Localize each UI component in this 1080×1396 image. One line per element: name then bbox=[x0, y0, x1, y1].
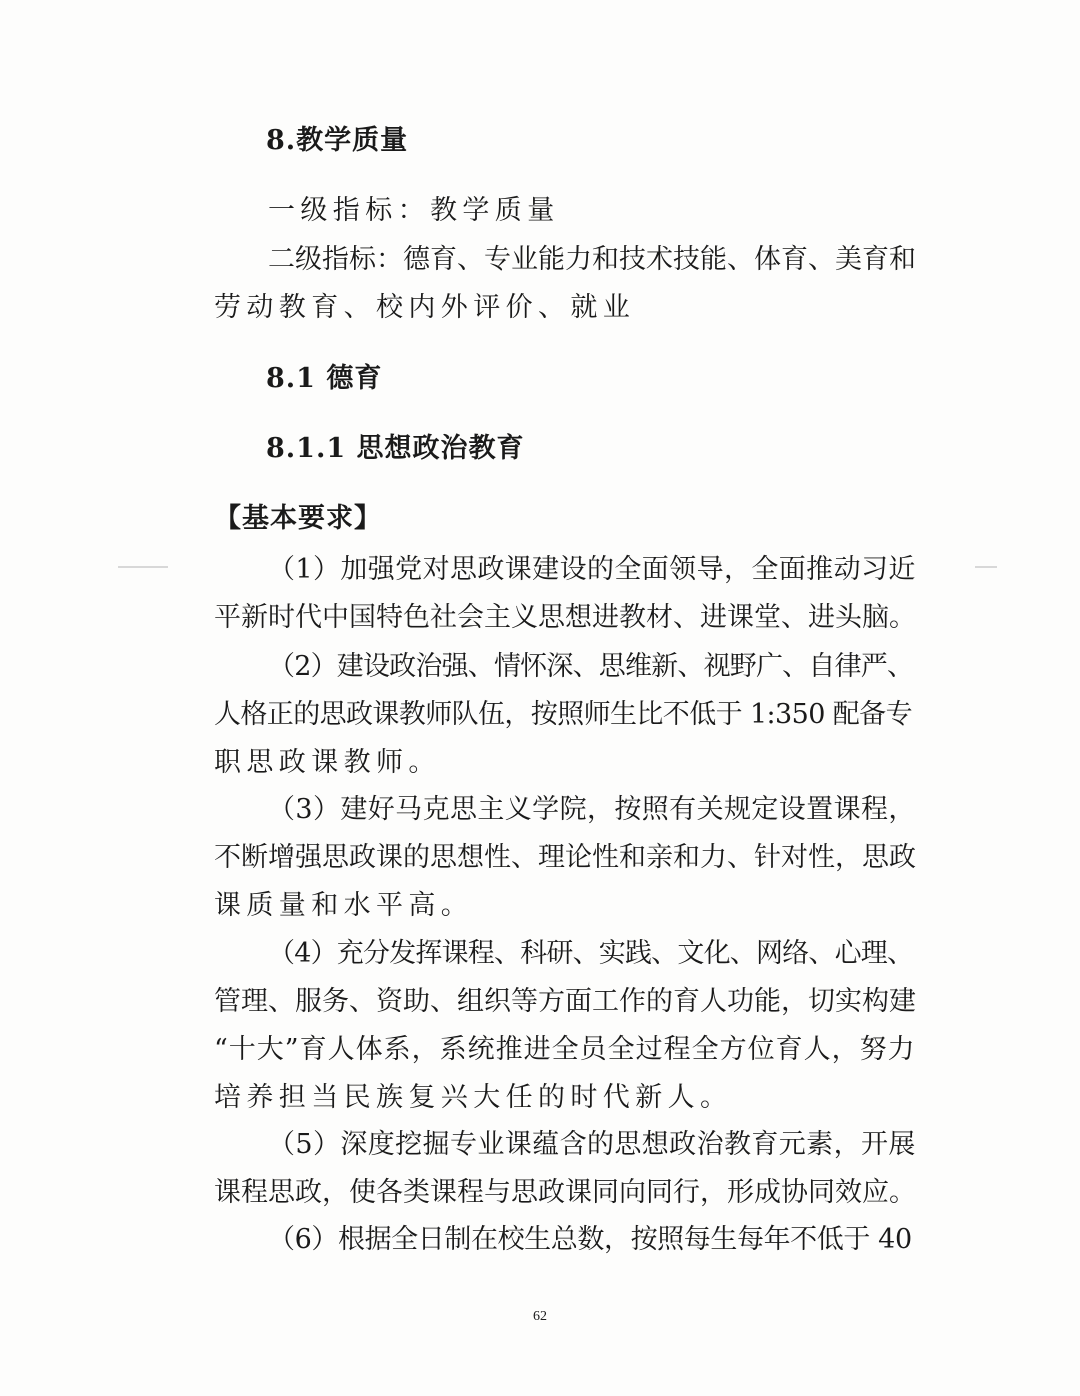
paragraph-4-line-4: 培养担当民族复兴大任的时代新人。 bbox=[214, 1082, 733, 1113]
paragraph-1-line-1: （1）加强党对思政课建设的全面领导，全面推动习近 bbox=[268, 554, 916, 585]
paragraph-1-line-2: 平新时代中国特色社会主义思想进教材、进课堂、进头脑。 bbox=[214, 602, 916, 633]
level2-indicator-line-2: 劳动教育、校内外评价、就业 bbox=[214, 292, 636, 323]
paragraph-3-line-3: 课质量和水平高。 bbox=[214, 890, 474, 921]
paragraph-2-line-1: （2）建设政治强、情怀深、思维新、视野广、自律严、 bbox=[268, 651, 914, 682]
paragraph-2-line-3: 职思政课教师。 bbox=[214, 747, 441, 778]
paragraph-5-line-2: 课程思政，使各类课程与思政课同向同行，形成协同效应。 bbox=[214, 1177, 916, 1208]
sub-subsection-title: 8.1.1 思想政治教育 bbox=[266, 433, 525, 464]
paragraph-2-line-2: 人格正的思政课教师队伍，按照师生比不低于 1:350 配备专 bbox=[214, 699, 912, 730]
paragraph-3-line-2: 不断增强思政课的思想性、理论性和亲和力、针对性，思政 bbox=[214, 842, 916, 873]
subsection-title: 8.1 德育 bbox=[266, 363, 383, 394]
level1-indicator: 一级指标：教学质量 bbox=[268, 195, 560, 226]
paragraph-5-line-1: （5）深度挖掘专业课蕴含的思想政治教育元素，开展 bbox=[268, 1129, 916, 1160]
scan-artifact-right bbox=[975, 566, 997, 568]
paragraph-4-line-2: 管理、服务、资助、组织等方面工作的育人功能，切实构建 bbox=[214, 986, 916, 1017]
requirements-heading: 【基本要求】 bbox=[214, 503, 382, 534]
page-number: 62 bbox=[533, 1309, 547, 1324]
section-title: 8.教学质量 bbox=[266, 125, 409, 156]
paragraph-3-line-1: （3）建好马克思主义学院，按照有关规定设置课程， bbox=[268, 794, 916, 825]
paragraph-4-line-1: （4）充分发挥课程、科研、实践、文化、网络、心理、 bbox=[268, 938, 914, 969]
scan-artifact-left bbox=[118, 566, 168, 568]
paragraph-4-line-3: “十大”育人体系，系统推进全员全过程全方位育人，努力 bbox=[214, 1034, 916, 1065]
level2-indicator-line-1: 二级指标：德育、专业能力和技术技能、体育、美育和 bbox=[268, 244, 916, 275]
paragraph-6-line-1: （6）根据全日制在校生总数，按照每生每年不低于 40 bbox=[268, 1224, 912, 1255]
